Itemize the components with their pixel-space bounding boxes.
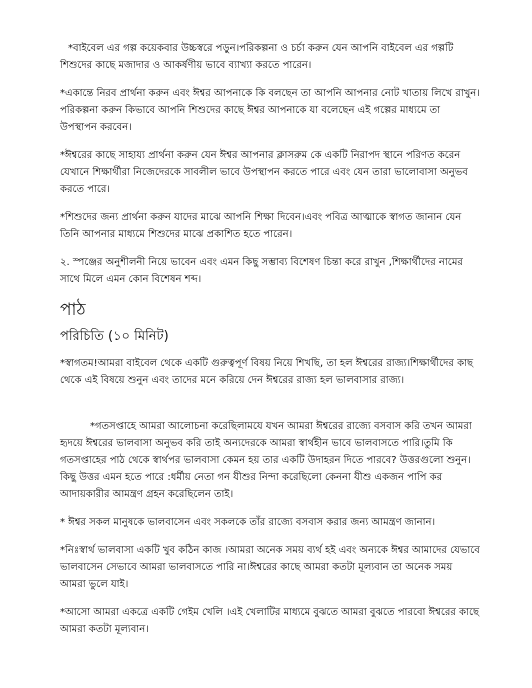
paragraph-welcome: *স্বাগতম!আমরা বাইবেল থেকে একটি গুরুত্বপূর্ণ বিষয় নিয়ে শিখছি, তা হল ঈশ্বরের রাজ্য।শিক্ষার্থীদের কাছ থেকে এই বিষয়ে শুনুন এবং তাদের মনে করিয়ে দেন ঈশ্বরের রাজ্য হল ভালবাসার রাজ্য। xyxy=(60,358,474,386)
paragraph-last-week: *গতসপ্তাহে আমরা আলোচনা করেছিলামযে যখন আমরা ঈশ্বরের রাজ্যে বসবাস করি তখন আমরা হৃদয়ে ঈশ্বরের ভালবাসা অনুভব করি তাই অন্যদেরকে আমরা স্বার্থহীন ভাবে ভালবাসতে পারি।তুমি কি গতসপ্তাহের পাঠ থেকে স্বার্থপর ভালবাসা কেমন হয় তার একটি উদাহরন দিতে পারবে? উত্তরগুলো শুনুন।কিছু উত্তর এমন হতে পারে :ধর্মীয় নেতা গন যীশুর নিন্দা করেছিলো কেননা যীশু একজন পাপি কর আদায়কারীর আমন্ত্রণ গ্রহন করেছিলেন তাই। xyxy=(60,421,472,500)
paragraph-god-loves-all: * ঈশ্বর সকল মানুষকে ভালবাসেন এবং সকলকে তাঁর রাজ্যে বসবাস করার জন্য আমন্ত্রণ জানান। xyxy=(60,517,436,528)
paragraph-read-story: *বাইবেল এর গল্প কয়েকবার উচ্চস্বরে পড়ুন।পরিকল্পনা ও চর্চা করুন যেন আপনি বাইবেল এর গল্পটি শিশুদের কাছে মজাদার ও আকর্ষণীয় ভাবে ব্যাখ্যা করতে পারেন। xyxy=(60,43,454,71)
section-title: পাঠ xyxy=(60,300,86,320)
subsection-title: পরিচিতি (১০ মিনিট) xyxy=(60,329,169,344)
document-page xyxy=(60,40,480,649)
paragraph-classroom-prayer: *ঈশ্বরের কাছে সাহায্য প্রার্থনা করুন যেন ঈশ্বর আপনার ক্লাসরুম কে একটি নিরাপদ স্থানে পরিণত করেন যেখানে শিক্ষার্থীরা নিজেদেরকে সাবলীল ভাবে উপস্থাপন করতে পারে এবং যেন তারা ভালোবাসা অনুভব করতে পারে। xyxy=(60,150,468,195)
paragraph-silent-prayer: *একান্তে নিরব প্রার্থনা করুন এবং ঈশ্বর আপনাকে কি বলছেন তা আপনি আপনার নোট খাতায় লিখে রাখুন।পরিকল্পনা করুন কিভাবে আপনি শিশুদের কাছে ঈশ্বর আপনাকে যা বলেছেন এই গল্পের মাধ্যমে তা উপস্থাপন করবেন। xyxy=(60,88,480,133)
paragraph-sponge-exercise: ২. স্পঞ্জের অনুশীলনী নিয়ে ভাবেন এবং এমন কিছু সম্ভাব্য বিশেষণ চিন্তা করে রাখুন ,শিক্ষার্থীদের নামের সাথে মিলে এমন কোন বিশেষন শব্দ। xyxy=(60,257,463,285)
paragraph-children-prayer: *শিশুদের জন্য প্রার্থনা করুন যাদের মাঝে আপনি শিক্ষা দিবেন।এবং পবিত্র আত্মাকে স্বাগত জানান যেন তিনি আপনার মাধ্যমে শিশুদের মাঝে প্রকাশিত হতে পারেন। xyxy=(60,212,462,240)
paragraph-game: *আসো আমরা একত্রে একটি গেইম খেলি ।এই খেলাটির মাধ্যমে বুঝতে আমরা বুঝতে পারবো ঈশ্বরের কাছে আমরা কতটা মূল্যবান। xyxy=(60,607,480,635)
spacer xyxy=(60,400,480,418)
paragraph-selfless-love: *নিঃস্বার্থ ভালবাসা একটি খুব কঠিন কাজ ।আমরা অনেক সময় ব্যর্থ হই এবং অন্যকে ঈশ্বর আমাদের যেভাবে ভালবাসেন সেভাবে আমরা ভালবাসতে পারি না।ঈশ্বরের কাছে আমরা কতটা মূল্যবান তা অনেক সময় আমরা ভুলে যাই। xyxy=(60,545,480,590)
